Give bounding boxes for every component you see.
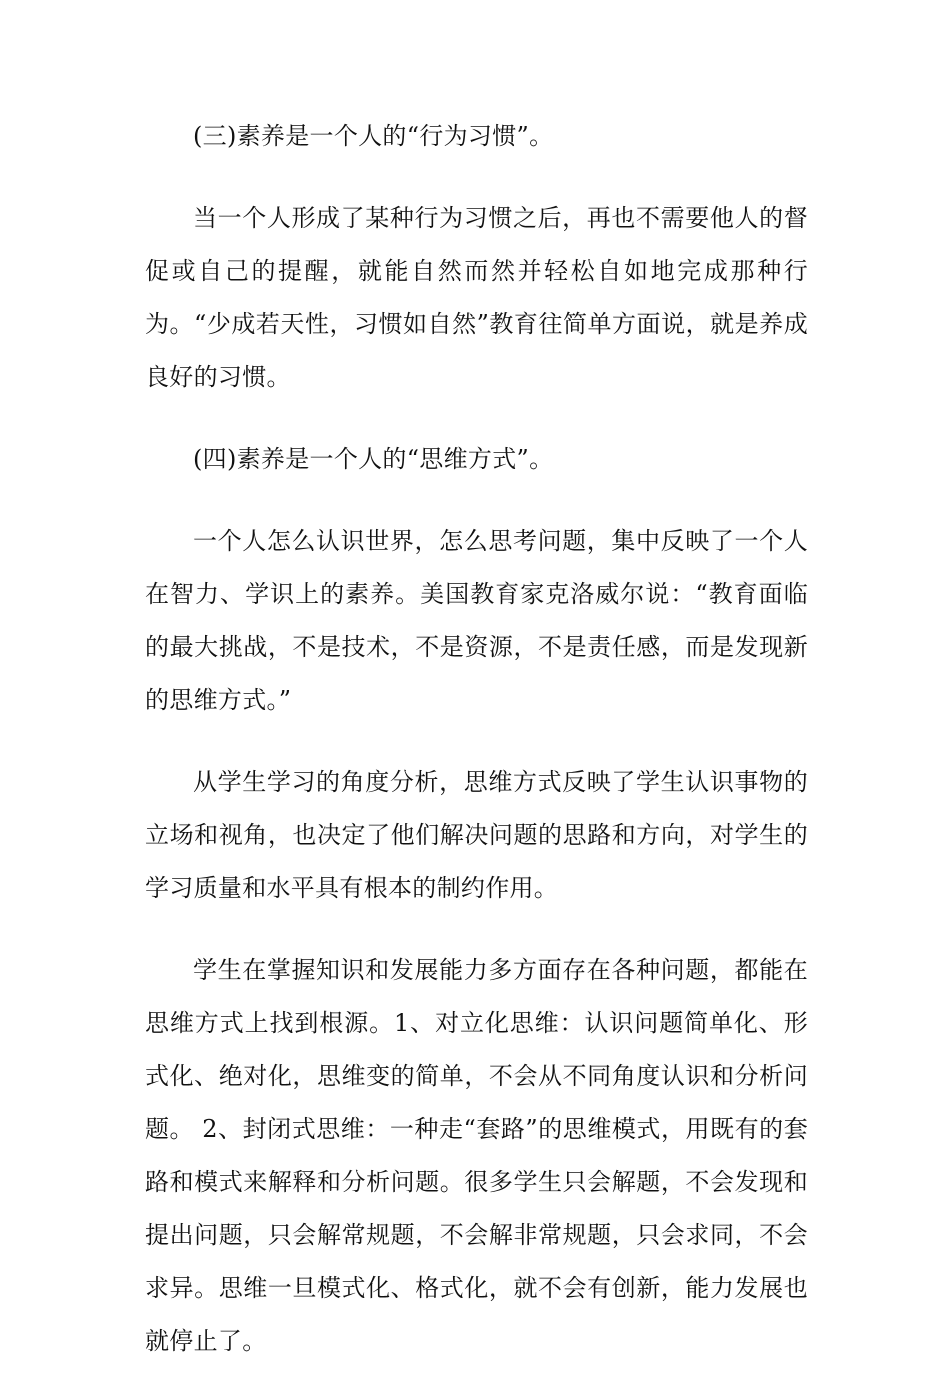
paragraph-thinking-reflects-literacy: 一个人怎么认识世界，怎么思考问题，集中反映了一个人在智力、学识上的素养。美国教育家克洛威尔说：“教育面临的最大挑战，不是技术，不是资源，不是责任感，而是发现新的思维方式。” (145, 527, 808, 714)
paragraph-student-learning-perspective: 从学生学习的角度分析，思维方式反映了学生认识事物的立场和视角，也决定了他们解决问题的思路和方向，对学生的学习质量和水平具有根本的制约作用。 (145, 768, 808, 902)
paragraph-thinking-problems: 学生在掌握知识和发展能力多方面存在各种问题，都能在思维方式上找到根源。1、对立化思维：认识问题简单化、形式化、绝对化，思维变的简单，不会从不同角度认识和分析问题。 2、封闭式思维：一种走“套路”的思维模式，用既有的套路和模式来解释和分析问题。很多学生只会解题，不会发现和提出问题，只会解常规题，不会解非常规题，只会求同，不会求异。思维一旦模式化、格式化，就不会有创新，能力发展也就停止了。 (145, 956, 808, 1355)
section-heading-thinking-mode: (四)素养是一个人的“思维方式”。 (193, 445, 554, 473)
section-heading-behavior-habit: (三)素养是一个人的“行为习惯”。 (193, 122, 554, 150)
paragraph-habit-formation: 当一个人形成了某种行为习惯之后，再也不需要他人的督促或自己的提醒，就能自然而然并轻松自如地完成那种行为。“少成若天性，习惯如自然”教育往简单方面说，就是养成良好的习惯。 (145, 204, 808, 391)
document-body (145, 110, 808, 1397)
